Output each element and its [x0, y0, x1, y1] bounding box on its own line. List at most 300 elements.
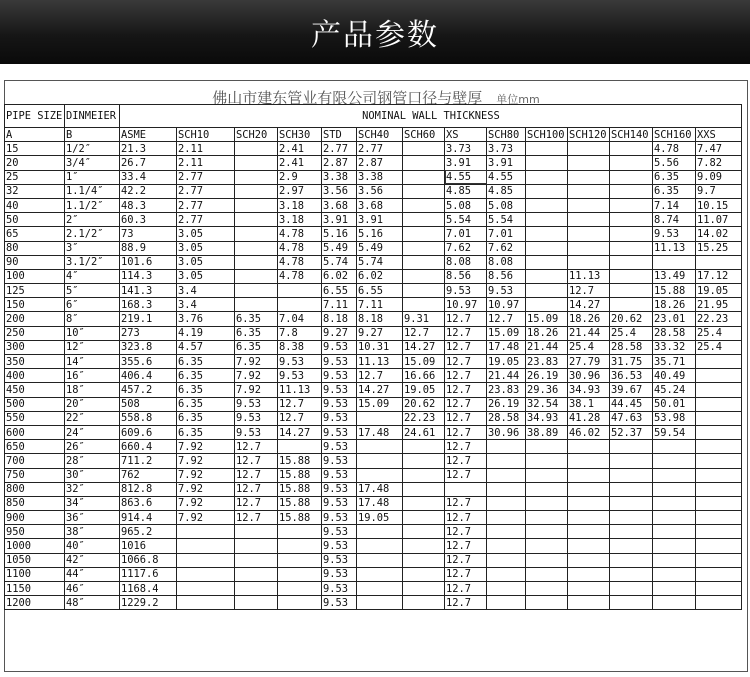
table-row [5, 440, 742, 454]
pipe-spec-table [4, 104, 742, 610]
table-cell: 21.44 [526, 340, 568, 354]
table-cell: 23.83 [526, 355, 568, 369]
table-cell [568, 241, 610, 255]
table-cell: 200 [5, 312, 65, 326]
table-cell [177, 567, 235, 581]
table-cell [653, 454, 696, 468]
table-cell [610, 511, 653, 525]
table-cell: 19.05 [696, 284, 742, 298]
table-row [5, 383, 742, 397]
table-cell: 4.78 [278, 269, 322, 283]
table-cell: 101.6 [120, 255, 177, 269]
column-header: SCH40 [357, 128, 403, 142]
table-cell: 12.7 [235, 468, 278, 482]
table-cell: 9.7 [696, 184, 742, 198]
table-cell [526, 440, 568, 454]
table-cell: 14″ [65, 355, 120, 369]
table-cell [696, 539, 742, 553]
table-cell: 14.02 [696, 227, 742, 241]
table-cell: 550 [5, 411, 65, 425]
table-cell: 12.7 [445, 539, 487, 553]
table-cell: 4.78 [653, 142, 696, 156]
table-cell [357, 454, 403, 468]
table-cell: 457.2 [120, 383, 177, 397]
table-cell: 12.7 [445, 582, 487, 596]
table-cell [487, 539, 526, 553]
table-cell [526, 227, 568, 241]
table-cell: 850 [5, 496, 65, 510]
table-cell: 39.67 [610, 383, 653, 397]
table-cell: 750 [5, 468, 65, 482]
table-cell [568, 184, 610, 198]
table-cell [357, 468, 403, 482]
table-cell: 34.93 [568, 383, 610, 397]
table-cell [696, 383, 742, 397]
table-cell: 3.18 [278, 198, 322, 212]
table-cell: 12.7 [445, 355, 487, 369]
table-cell: 6.35 [177, 411, 235, 425]
table-cell: 12″ [65, 340, 120, 354]
table-cell: 20.62 [403, 397, 445, 411]
table-cell: 3.38 [322, 170, 357, 184]
table-cell: 12.7 [278, 397, 322, 411]
table-cell [403, 227, 445, 241]
table-cell [696, 369, 742, 383]
table-cell: 2.97 [278, 184, 322, 198]
table-cell [653, 440, 696, 454]
table-cell: 8.18 [357, 312, 403, 326]
table-cell: 3.38 [357, 170, 403, 184]
table-cell [653, 511, 696, 525]
table-cell [526, 539, 568, 553]
table-cell [568, 142, 610, 156]
table-cell: 4″ [65, 269, 120, 283]
table-cell: 168.3 [120, 298, 177, 312]
table-cell: 900 [5, 511, 65, 525]
column-header: SCH30 [278, 128, 322, 142]
table-row [5, 255, 742, 269]
table-cell: 23.01 [653, 312, 696, 326]
table-cell: 59.54 [653, 425, 696, 439]
table-cell [696, 454, 742, 468]
table-cell: 3.91 [487, 156, 526, 170]
table-cell [357, 596, 403, 610]
table-cell: 12.7 [487, 312, 526, 326]
table-cell: 16″ [65, 369, 120, 383]
table-cell [568, 227, 610, 241]
table-cell [526, 496, 568, 510]
table-cell: 2.77 [177, 170, 235, 184]
table-cell [610, 142, 653, 156]
table-cell [696, 496, 742, 510]
table-cell: 16.66 [403, 369, 445, 383]
table-cell [278, 525, 322, 539]
table-cell: 24.61 [403, 425, 445, 439]
table-cell: 9.53 [322, 496, 357, 510]
table-cell: 9.53 [322, 582, 357, 596]
table-row [5, 241, 742, 255]
table-cell: 30.96 [487, 425, 526, 439]
table-cell [403, 468, 445, 482]
table-cell: 25.4 [610, 326, 653, 340]
table-row [5, 511, 742, 525]
table-cell: 7.01 [445, 227, 487, 241]
table-cell: 12.7 [445, 468, 487, 482]
table-cell: 90 [5, 255, 65, 269]
table-cell: 17.48 [487, 340, 526, 354]
table-row [5, 369, 742, 383]
table-cell [235, 582, 278, 596]
table-cell: 42″ [65, 553, 120, 567]
table-cell: 20.62 [610, 312, 653, 326]
table-cell: 28.58 [610, 340, 653, 354]
table-cell [653, 496, 696, 510]
table-cell [526, 241, 568, 255]
table-cell: 7.04 [278, 312, 322, 326]
table-cell: 9.53 [653, 227, 696, 241]
company-title: 佛山市建东管业有限公司钢管口径与壁厚 [212, 89, 483, 107]
table-cell: 2.11 [177, 142, 235, 156]
table-cell: 44″ [65, 567, 120, 581]
table-cell [403, 582, 445, 596]
table-cell: 650 [5, 440, 65, 454]
table-cell [278, 582, 322, 596]
table-cell [403, 184, 445, 198]
table-cell: 19.05 [357, 511, 403, 525]
table-cell [526, 454, 568, 468]
table-row [5, 425, 742, 439]
table-cell: 41.28 [568, 411, 610, 425]
table-cell: 7.11 [322, 298, 357, 312]
table-cell [610, 170, 653, 184]
table-cell: 11.07 [696, 213, 742, 227]
table-cell [610, 269, 653, 283]
table-cell: 762 [120, 468, 177, 482]
table-cell: 14.27 [568, 298, 610, 312]
table-row [5, 269, 742, 283]
table-cell [653, 553, 696, 567]
table-cell [526, 142, 568, 156]
table-cell: 700 [5, 454, 65, 468]
table-cell: 27.79 [568, 355, 610, 369]
table-cell: 7.92 [177, 454, 235, 468]
table-cell: 8.18 [322, 312, 357, 326]
table-cell: 12.7 [235, 440, 278, 454]
table-cell: 35.71 [653, 355, 696, 369]
table-cell [235, 596, 278, 610]
table-cell [235, 269, 278, 283]
table-cell: 863.6 [120, 496, 177, 510]
table-cell: 219.1 [120, 312, 177, 326]
table-cell [696, 482, 742, 496]
table-cell [526, 213, 568, 227]
table-cell: 15.25 [696, 241, 742, 255]
table-cell [278, 596, 322, 610]
table-cell: 3.4 [177, 298, 235, 312]
table-cell: 9.53 [487, 284, 526, 298]
table-cell: 15.88 [278, 496, 322, 510]
table-cell: 7.47 [696, 142, 742, 156]
table-cell: 3″ [65, 241, 120, 255]
table-cell [568, 213, 610, 227]
table-cell: 26.19 [526, 369, 568, 383]
column-header: B [65, 128, 120, 142]
table-cell: 3.56 [357, 184, 403, 198]
table-row [5, 340, 742, 354]
table-cell: 812.8 [120, 482, 177, 496]
table-cell [235, 241, 278, 255]
table-cell: 3.76 [177, 312, 235, 326]
table-cell: 7.01 [487, 227, 526, 241]
table-cell: 25.4 [568, 340, 610, 354]
header-banner [0, 0, 750, 64]
table-cell: 22.23 [403, 411, 445, 425]
table-cell: 21.3 [120, 142, 177, 156]
table-cell: 36.53 [610, 369, 653, 383]
table-cell: 1/2″ [65, 142, 120, 156]
table-cell [526, 298, 568, 312]
table-cell: 9.53 [322, 553, 357, 567]
table-cell: 12.7 [445, 511, 487, 525]
table-cell: 50 [5, 213, 65, 227]
table-cell [568, 525, 610, 539]
table-cell: 9.53 [322, 525, 357, 539]
table-cell [568, 156, 610, 170]
table-cell: 9.53 [278, 369, 322, 383]
table-cell: 9.53 [322, 369, 357, 383]
table-cell [445, 482, 487, 496]
table-cell: 7.92 [177, 496, 235, 510]
table-cell [610, 227, 653, 241]
table-cell: 2.77 [357, 142, 403, 156]
table-cell: 20″ [65, 397, 120, 411]
table-cell: 7.92 [235, 355, 278, 369]
table-cell: 406.4 [120, 369, 177, 383]
table-cell [696, 468, 742, 482]
table-cell: 125 [5, 284, 65, 298]
table-cell [610, 198, 653, 212]
table-cell: 6.35 [653, 184, 696, 198]
table-cell: 40 [5, 198, 65, 212]
table-cell: 6.35 [177, 397, 235, 411]
table-row [5, 397, 742, 411]
table-cell [610, 284, 653, 298]
table-cell: 4.19 [177, 326, 235, 340]
table-cell: 6.35 [177, 355, 235, 369]
table-row [5, 156, 742, 170]
table-cell: 4.55 [487, 170, 526, 184]
table-cell [568, 440, 610, 454]
table-cell: 141.3 [120, 284, 177, 298]
table-cell: 1″ [65, 170, 120, 184]
table-cell: 6.35 [653, 170, 696, 184]
table-cell [278, 539, 322, 553]
table-cell: 18.26 [526, 326, 568, 340]
table-row [5, 312, 742, 326]
table-cell [403, 269, 445, 283]
table-cell: 2.9 [278, 170, 322, 184]
table-cell: 3.56 [322, 184, 357, 198]
table-cell [610, 596, 653, 610]
table-cell [696, 567, 742, 581]
table-cell [696, 355, 742, 369]
table-cell: 9.09 [696, 170, 742, 184]
table-cell: 21.44 [487, 369, 526, 383]
table-cell [526, 596, 568, 610]
table-cell: 7.92 [177, 482, 235, 496]
unit-label: 单位mm [496, 93, 540, 106]
table-cell: 6.35 [235, 340, 278, 354]
table-cell: 2.77 [177, 213, 235, 227]
table-cell: 12.7 [445, 567, 487, 581]
table-cell: 9.53 [322, 454, 357, 468]
table-cell: 12.7 [235, 482, 278, 496]
table-row [5, 454, 742, 468]
table-cell: 7.92 [235, 383, 278, 397]
table-cell: 2.41 [278, 142, 322, 156]
table-cell: 6.35 [235, 326, 278, 340]
table-cell [526, 482, 568, 496]
table-cell: 7.14 [653, 198, 696, 212]
table-cell: 450 [5, 383, 65, 397]
table-cell: 22.23 [696, 312, 742, 326]
table-cell [403, 198, 445, 212]
table-cell [357, 582, 403, 596]
table-row [5, 539, 742, 553]
table-cell: 8.56 [445, 269, 487, 283]
table-cell: 3.91 [322, 213, 357, 227]
table-cell: 12.7 [445, 397, 487, 411]
table-cell [696, 440, 742, 454]
table-cell: 38.89 [526, 425, 568, 439]
table-cell: 2.77 [177, 198, 235, 212]
table-cell: 7.8 [278, 326, 322, 340]
table-cell [610, 255, 653, 269]
table-cell: 9.53 [322, 411, 357, 425]
table-cell: 114.3 [120, 269, 177, 283]
table-cell [568, 468, 610, 482]
table-cell: 3.91 [357, 213, 403, 227]
table-cell: 15.88 [278, 482, 322, 496]
table-cell: 350 [5, 355, 65, 369]
table-cell [696, 553, 742, 567]
table-cell: 1168.4 [120, 582, 177, 596]
table-cell: 12.7 [278, 411, 322, 425]
table-cell: 13.49 [653, 269, 696, 283]
table-cell: 15.09 [357, 397, 403, 411]
table-cell: 38″ [65, 525, 120, 539]
table-cell: 12.7 [403, 326, 445, 340]
table-cell [568, 511, 610, 525]
table-cell: 3.68 [357, 198, 403, 212]
table-cell [568, 170, 610, 184]
table-cell: 14.27 [403, 340, 445, 354]
table-cell: 17.48 [357, 496, 403, 510]
table-cell: 2.11 [177, 156, 235, 170]
table-cell [235, 567, 278, 581]
table-cell: 273 [120, 326, 177, 340]
table-cell [526, 184, 568, 198]
table-cell: 11.13 [653, 241, 696, 255]
table-cell: 31.75 [610, 355, 653, 369]
table-cell: 26.7 [120, 156, 177, 170]
table-cell: 4.85 [487, 184, 526, 198]
table-cell: 47.63 [610, 411, 653, 425]
table-row [5, 567, 742, 581]
table-cell: 88.9 [120, 241, 177, 255]
table-cell: 6.35 [177, 425, 235, 439]
table-cell: 2.77 [177, 184, 235, 198]
table-cell [610, 582, 653, 596]
table-cell: 10.97 [487, 298, 526, 312]
column-header: SCH60 [403, 128, 445, 142]
table-cell [403, 511, 445, 525]
table-cell: 508 [120, 397, 177, 411]
table-cell: 12.7 [445, 340, 487, 354]
table-cell: 150 [5, 298, 65, 312]
table-cell: 65 [5, 227, 65, 241]
table-cell: 12.7 [445, 440, 487, 454]
table-cell: 5.54 [487, 213, 526, 227]
table-cell [403, 440, 445, 454]
table-cell: 24″ [65, 425, 120, 439]
table-cell [526, 156, 568, 170]
table-cell: 26.19 [487, 397, 526, 411]
table-cell: 10.31 [357, 340, 403, 354]
table-row [5, 326, 742, 340]
table-cell: 1117.6 [120, 567, 177, 581]
table-cell [526, 468, 568, 482]
table-cell: 9.53 [235, 397, 278, 411]
table-cell: 12.7 [568, 284, 610, 298]
table-cell [235, 184, 278, 198]
table-cell [487, 454, 526, 468]
table-cell [487, 440, 526, 454]
table-cell: 4.55 [445, 170, 487, 184]
table-cell [568, 454, 610, 468]
table-cell: 32″ [65, 482, 120, 496]
table-cell [568, 198, 610, 212]
table-cell: 4.85 [445, 184, 487, 198]
table-cell: 19.05 [487, 355, 526, 369]
column-header: SCH140 [610, 128, 653, 142]
table-cell: 2″ [65, 213, 120, 227]
table-cell [696, 411, 742, 425]
table-cell: 1200 [5, 596, 65, 610]
column-header: XXS [696, 128, 742, 142]
table-cell [526, 255, 568, 269]
table-cell: 9.53 [322, 539, 357, 553]
table-cell: 15.88 [278, 511, 322, 525]
table-cell: 12.7 [445, 454, 487, 468]
table-cell [403, 567, 445, 581]
table-cell: 30.96 [568, 369, 610, 383]
table-cell: 8.56 [487, 269, 526, 283]
table-cell: 4.78 [278, 255, 322, 269]
table-cell: 28.58 [653, 326, 696, 340]
table-cell [403, 156, 445, 170]
table-cell: 6.02 [322, 269, 357, 283]
table-cell: 18.26 [653, 298, 696, 312]
table-cell: 1066.8 [120, 553, 177, 567]
table-cell: 12.7 [445, 496, 487, 510]
table-cell [487, 482, 526, 496]
table-cell: 50.01 [653, 397, 696, 411]
table-cell: 1.1/4″ [65, 184, 120, 198]
table-cell: 711.2 [120, 454, 177, 468]
table-cell: 9.53 [322, 383, 357, 397]
table-cell: 500 [5, 397, 65, 411]
